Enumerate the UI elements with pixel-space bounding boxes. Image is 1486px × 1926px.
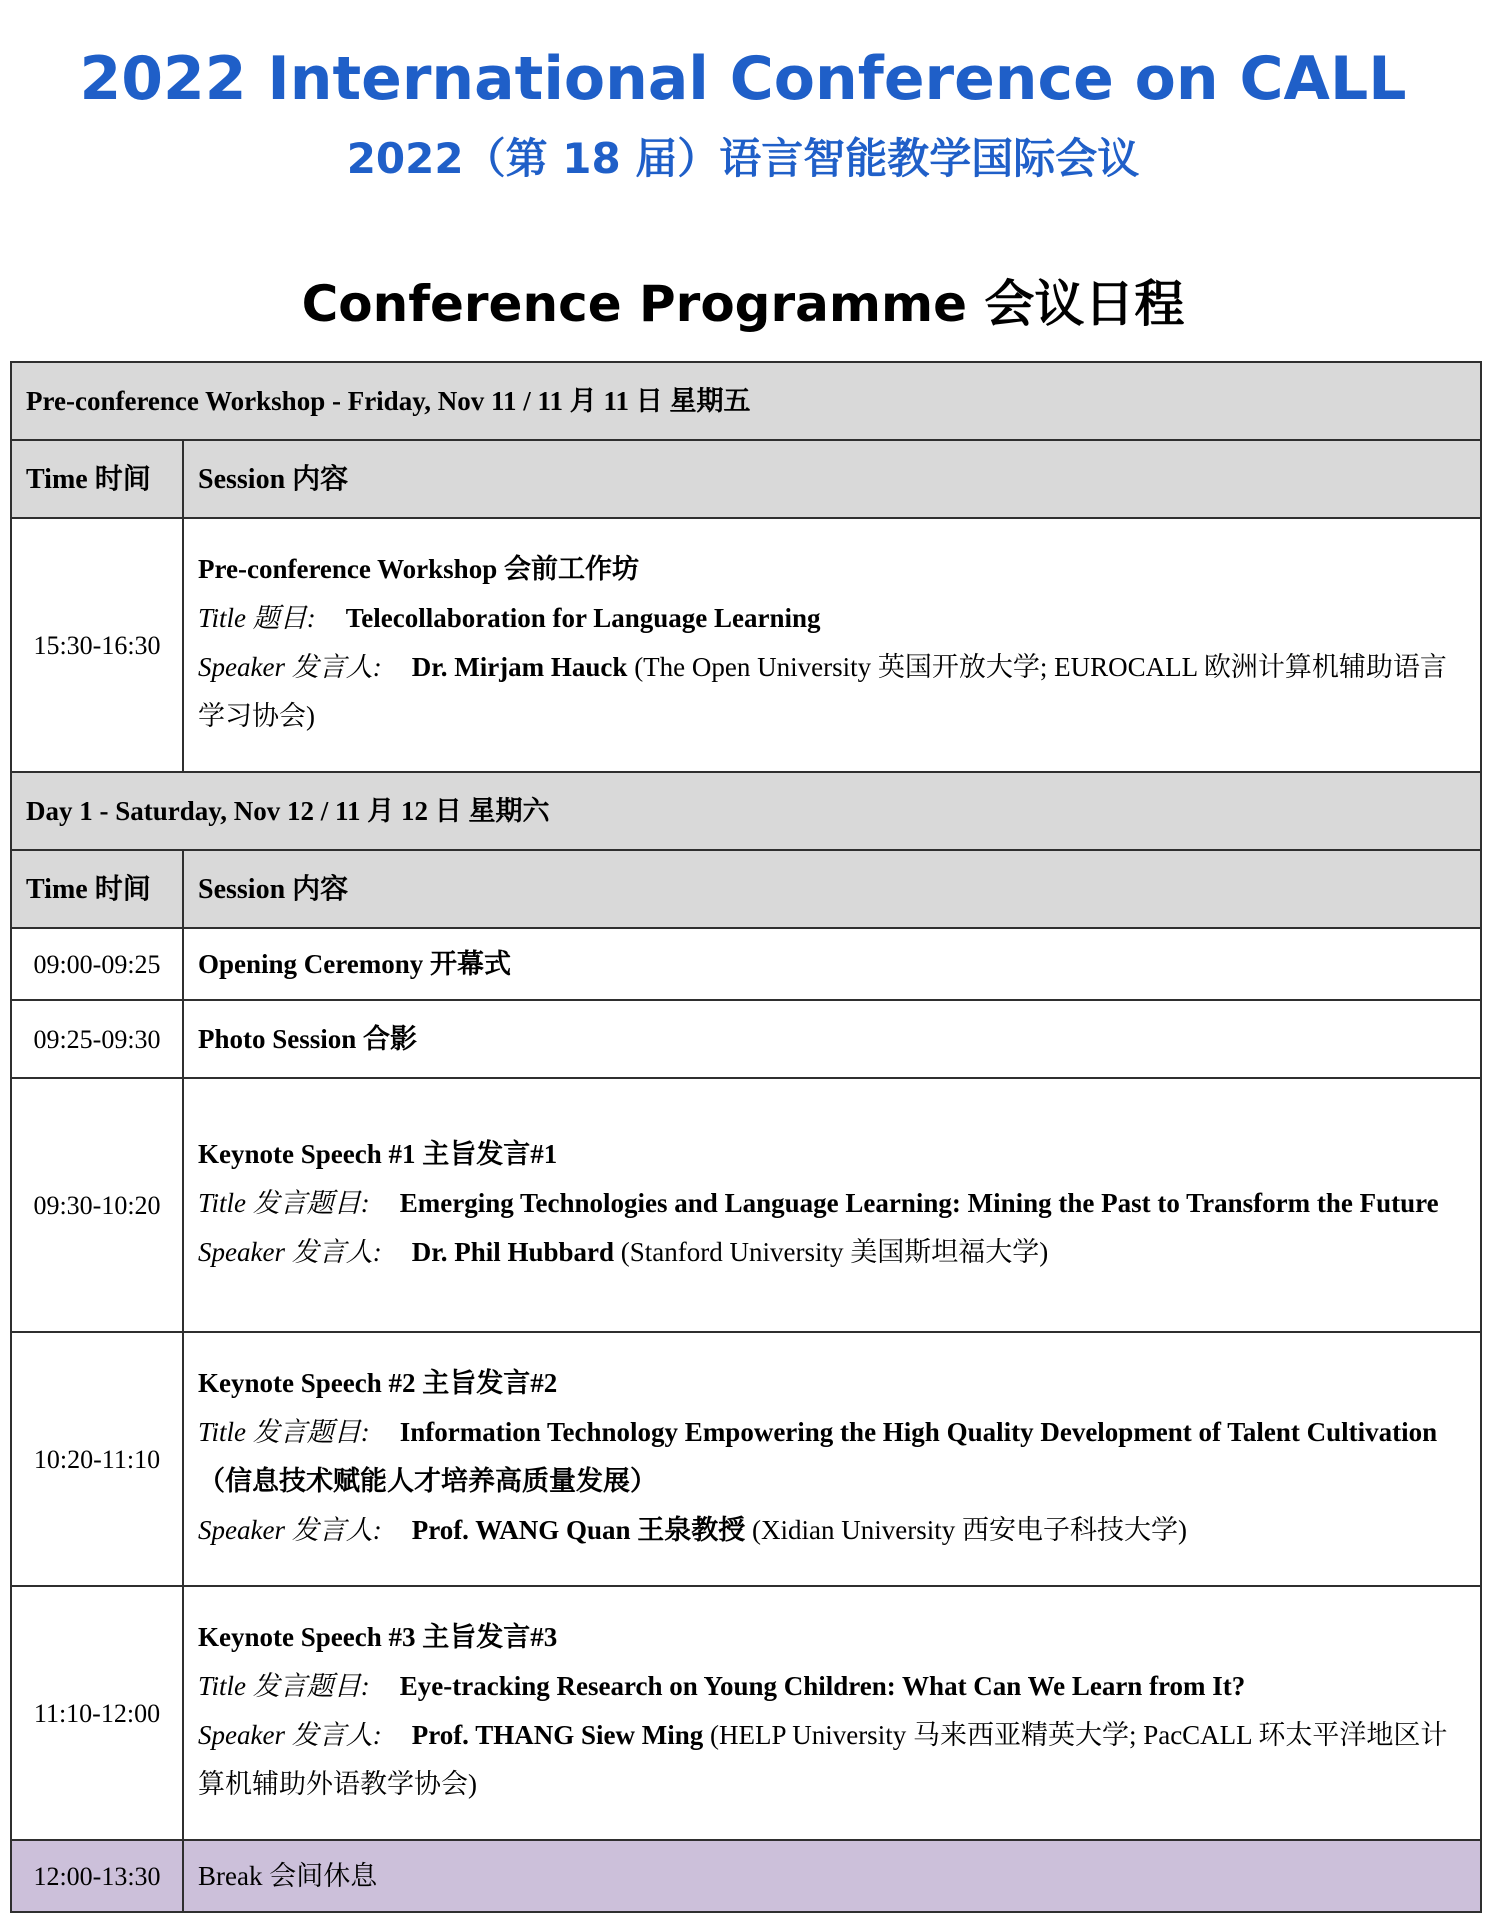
session-column-header: Session 内容 [183, 440, 1481, 518]
speaker-name: Prof. THANG Siew Ming [411, 1720, 704, 1750]
session-details [183, 1586, 1481, 1840]
session-name: Keynote Speech #3 主旨发言#3 [198, 1622, 558, 1652]
programme-heading: Conference Programme 会议日程 [301, 275, 1185, 333]
session-title: Information Technology Empowering the High Quality Development of Talent Cultivation（信息技术赋能人才培养高质量发展） [198, 1417, 1438, 1496]
speaker-label: Speaker 发言人: [198, 1720, 382, 1750]
speaker-label: Speaker 发言人: [198, 652, 382, 682]
programme-table [10, 361, 1482, 1913]
session-time: 09:00-09:25 [11, 928, 183, 1000]
session-name: Keynote Speech #2 主旨发言#2 [198, 1368, 558, 1398]
title-label: Title 发言题目: [198, 1417, 370, 1447]
time-column-header: Time 时间 [11, 850, 183, 928]
speaker-label: Speaker 发言人: [198, 1236, 382, 1267]
session-row [11, 928, 1481, 1000]
session-details [183, 1332, 1481, 1586]
session-title: Telecollaboration for Language Learning [345, 603, 821, 633]
session-title-line [198, 594, 1466, 643]
session-row [11, 1078, 1481, 1332]
session-title-line [198, 1662, 1466, 1711]
session-time: 12:00-13:30 [11, 1840, 183, 1912]
session-row [11, 518, 1481, 772]
session-column-header: Session 内容 [183, 850, 1481, 928]
break-row [11, 1840, 1481, 1912]
session-speaker-line [198, 1228, 1466, 1277]
speaker-name: Dr. Mirjam Hauck [411, 652, 628, 682]
session-details [183, 518, 1481, 772]
session-time: 09:30-10:20 [11, 1078, 183, 1332]
session-row [11, 1000, 1481, 1078]
session-title-line [198, 1179, 1466, 1228]
speaker-name: Prof. WANG Quan 王泉教授 [411, 1515, 746, 1545]
day-heading-row [11, 772, 1481, 850]
speaker-affiliation: (The Open University 英国开放大学; EUROCALL 欧洲计算机辅助语言学习协会) [198, 652, 1447, 731]
session-time: 11:10-12:00 [11, 1586, 183, 1840]
day-heading: Pre-conference Workshop - Friday, Nov 11 / 11 月 11 日 星期五 [11, 362, 1481, 440]
speaker-label: Speaker 发言人: [198, 1515, 382, 1545]
session-title-line [198, 1408, 1466, 1506]
title-label: Title 发言题目: [198, 1187, 370, 1218]
session-name: Photo Session 合影 [183, 1000, 1481, 1078]
time-column-header: Time 时间 [11, 440, 183, 518]
session-speaker-line [198, 1506, 1466, 1555]
session-name: Pre-conference Workshop 会前工作坊 [198, 554, 639, 584]
session-row [11, 1586, 1481, 1840]
session-details [183, 1078, 1481, 1332]
session-time: 09:25-09:30 [11, 1000, 183, 1078]
speaker-name: Dr. Phil Hubbard [411, 1236, 615, 1267]
column-header-row [11, 850, 1481, 928]
title-label: Title 题目: [198, 603, 316, 633]
day-heading: Day 1 - Saturday, Nov 12 / 11 月 12 日 星期六 [11, 772, 1481, 850]
session-speaker-line [198, 1711, 1466, 1809]
session-name: Break 会间休息 [183, 1840, 1481, 1912]
column-header-row [11, 440, 1481, 518]
speaker-affiliation: (Stanford University 美国斯坦福大学) [620, 1236, 1049, 1267]
conference-title-chinese: 2022（第 18 届）语言智能教学国际会议 [346, 134, 1140, 183]
session-title: Eye-tracking Research on Young Children: What Can We Learn from It? [399, 1671, 1246, 1701]
session-name: Keynote Speech #1 主旨发言#1 [198, 1138, 558, 1169]
speaker-affiliation: (HELP University 马来西亚精英大学; PacCALL 环太平洋地区计算机辅助外语教学协会) [198, 1720, 1448, 1799]
conference-title-english: 2022 International Conference on CALL [79, 44, 1407, 114]
session-name: Opening Ceremony 开幕式 [183, 928, 1481, 1000]
title-label: Title 发言题目: [198, 1671, 370, 1701]
session-title: Emerging Technologies and Language Learning: Mining the Past to Transform the Future [399, 1187, 1439, 1218]
session-speaker-line [198, 643, 1466, 741]
session-row [11, 1332, 1481, 1586]
day-heading-row [11, 362, 1481, 440]
speaker-affiliation: (Xidian University 西安电子科技大学) [752, 1515, 1187, 1545]
session-time: 15:30-16:30 [11, 518, 183, 772]
session-time: 10:20-11:10 [11, 1332, 183, 1586]
